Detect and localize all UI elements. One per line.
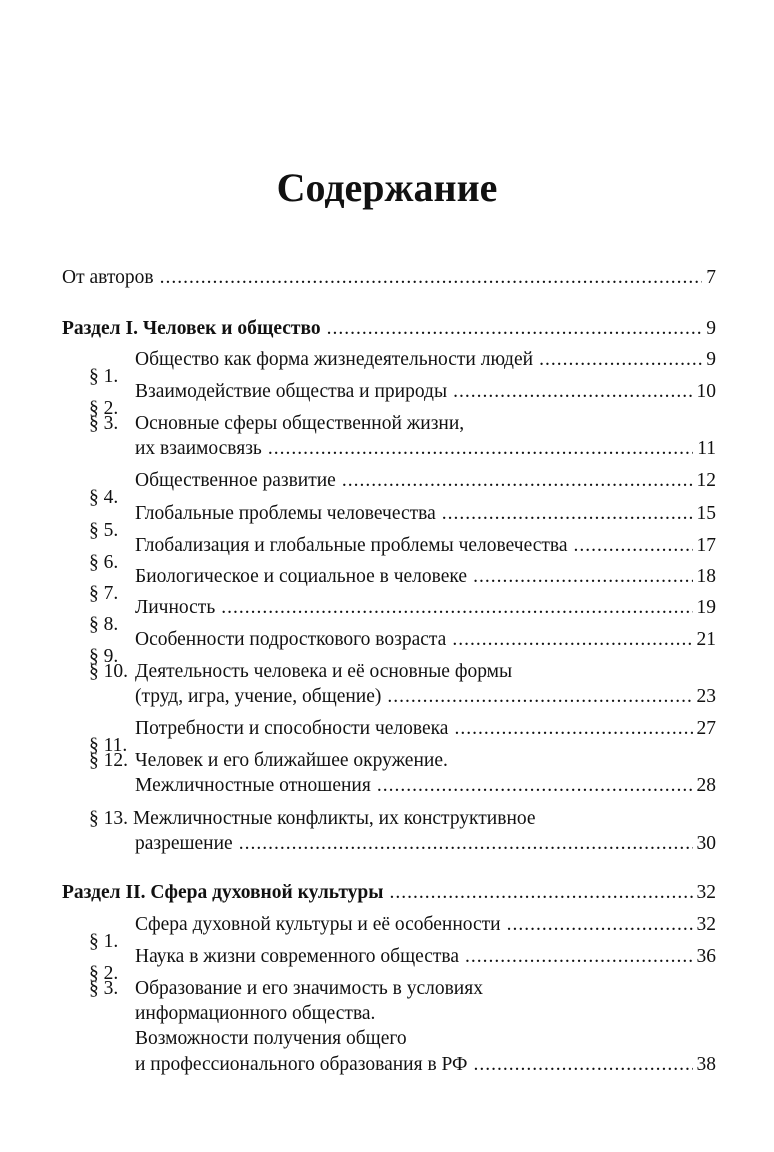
- toc-paragraph-number: § 1.: [89, 366, 119, 387]
- toc-entry-label: Биологическое и социальное в человеке: [135, 566, 468, 587]
- page-title: Содержание: [276, 165, 498, 210]
- toc-entry-label: разрешение: [135, 833, 233, 854]
- toc-entry-s1-2[interactable]: [62, 380, 716, 419]
- toc-section-label: Раздел II. Сфера духовной культуры: [62, 882, 384, 903]
- toc-entry-label: Глобальные проблемы человечества: [135, 503, 436, 524]
- toc-entry-label-line: Деятельность человека и её основные формы: [135, 661, 513, 682]
- toc-entry-s1-1[interactable]: [62, 348, 716, 387]
- leader-dots: [454, 717, 692, 741]
- toc-entry-s2-3-line2[interactable]: [62, 1002, 716, 1026]
- toc-entry-label: (труд, игра, учение, общение): [135, 686, 382, 707]
- toc-entry-s1-5[interactable]: [62, 502, 716, 541]
- toc-entry-label-line: Основные сферы общественной жизни,: [135, 413, 465, 434]
- toc-paragraph-number: § 1.: [89, 931, 119, 952]
- toc-paragraph-number: § 6.: [89, 552, 119, 573]
- toc-entry-s2-1[interactable]: [62, 913, 716, 952]
- toc-entry-s1-3-line1[interactable]: [62, 412, 716, 436]
- toc-page-number: 32: [696, 882, 716, 903]
- leader-dots: [539, 348, 702, 372]
- toc-page-number: 9: [706, 318, 716, 339]
- toc-paragraph-number: § 8.: [89, 614, 119, 635]
- toc-entry-s1-11[interactable]: [62, 717, 716, 756]
- leader-dots: [473, 1053, 692, 1077]
- toc-page-number: 19: [696, 597, 716, 618]
- toc-paragraph-number: § 9.: [89, 646, 119, 667]
- toc-entry-label: Межличностные отношения: [135, 775, 371, 796]
- toc-entry-s1-9[interactable]: [62, 628, 716, 667]
- toc-paragraph-number: § 12.: [89, 750, 128, 771]
- toc-entry-s1-12-line1[interactable]: [62, 749, 716, 773]
- toc-entry-label-line: Возможности получения общего: [135, 1028, 407, 1049]
- leader-dots: [377, 774, 693, 798]
- toc-entry-s1-13-line1[interactable]: [62, 807, 716, 831]
- toc-entry-s1-12[interactable]: [62, 774, 716, 798]
- leader-dots: [507, 913, 693, 937]
- toc-section-1[interactable]: [62, 317, 716, 341]
- toc-page-number: 10: [696, 381, 716, 402]
- toc-paragraph-number: § 5.: [89, 520, 119, 541]
- toc-entry-label: и профессионального образования в РФ: [135, 1054, 468, 1075]
- toc-entry-label: От авторов: [62, 267, 154, 288]
- toc-entry-s1-10[interactable]: [62, 685, 716, 709]
- toc-page-number: 18: [696, 566, 716, 587]
- toc-entry-s1-8[interactable]: [62, 596, 716, 635]
- toc-paragraph-number: § 3.: [89, 413, 119, 434]
- toc-entry-s1-3[interactable]: [62, 437, 716, 461]
- toc-entry-s2-2[interactable]: [62, 945, 716, 984]
- toc-entry-label: Сфера духовной культуры и её особенности: [135, 914, 501, 935]
- toc-entry-preface[interactable]: [62, 266, 716, 290]
- leader-dots: [268, 437, 693, 461]
- toc-page-number: 9: [706, 349, 716, 370]
- toc-entry-s2-3-line3[interactable]: [62, 1027, 716, 1051]
- leader-dots: [442, 502, 693, 526]
- toc-entry-s1-10-line1[interactable]: [62, 660, 716, 684]
- leader-dots: [160, 266, 703, 290]
- toc-paragraph-number: § 7.: [89, 583, 119, 604]
- toc-paragraph-number: § 11.: [89, 735, 128, 756]
- toc-entry-s2-3-line1[interactable]: [62, 977, 716, 1001]
- leader-dots: [239, 832, 693, 856]
- toc-paragraph-number: § 3.: [89, 978, 119, 999]
- toc-section-label: Раздел I. Человек и общество: [62, 318, 321, 339]
- toc-paragraph-number: § 2.: [89, 963, 119, 984]
- toc-page-number: 15: [696, 503, 716, 524]
- leader-dots: [390, 881, 693, 905]
- toc-page-number: 32: [696, 914, 716, 935]
- toc-entry-label: Общество как форма жизнедеятельности людей: [135, 349, 534, 370]
- leader-dots: [452, 628, 692, 652]
- leader-dots: [387, 685, 692, 709]
- toc-page-number: 38: [696, 1054, 716, 1075]
- toc-page-number: 21: [696, 629, 716, 650]
- leader-dots: [453, 380, 692, 404]
- leader-dots: [574, 534, 693, 558]
- toc-page-number: 30: [696, 833, 716, 854]
- toc-paragraph-number: § 13.: [89, 808, 128, 829]
- toc-page-number: 36: [696, 946, 716, 967]
- toc-entry-label: Особенности подросткового возраста: [135, 629, 447, 650]
- leader-dots: [221, 596, 692, 620]
- toc-page-number: 23: [696, 686, 716, 707]
- toc-paragraph-number: § 2.: [89, 398, 119, 419]
- toc-section-2[interactable]: [62, 881, 716, 905]
- toc-entry-s1-4[interactable]: [62, 469, 716, 508]
- toc-entry-label: Общественное развитие: [135, 470, 336, 491]
- toc-entry-label: Личность: [135, 597, 216, 618]
- toc-page-number: 27: [696, 718, 716, 739]
- toc-entry-label-line: информационного общества.: [135, 1003, 376, 1024]
- toc-entry-label-line: Межличностные конфликты, их конструктивное: [133, 808, 536, 829]
- toc-page-number: 7: [706, 267, 716, 288]
- toc-paragraph-number: § 10.: [89, 661, 128, 682]
- toc-entry-label-line: Человек и его ближайшее окружение.: [135, 750, 448, 771]
- toc-entry-label: Взаимодействие общества и природы: [135, 381, 448, 402]
- toc-entry-label-line: Образование и его значимость в условиях: [135, 978, 483, 999]
- toc-entry-s1-7[interactable]: [62, 565, 716, 604]
- toc-entry-label: Потребности и способности человека: [135, 718, 449, 739]
- toc-page-number: 17: [696, 535, 716, 556]
- toc-page-number: 28: [696, 775, 716, 796]
- toc-entry-s1-6[interactable]: [62, 534, 716, 573]
- toc-entry-s2-3[interactable]: [62, 1053, 716, 1077]
- leader-dots: [342, 469, 693, 493]
- leader-dots: [327, 317, 703, 341]
- leader-dots: [465, 945, 692, 969]
- toc-entry-label: Глобализация и глобальные проблемы человечества: [135, 535, 568, 556]
- toc-entry-label: их взаимосвязь: [135, 438, 262, 459]
- toc-page-number: 11: [697, 438, 716, 459]
- toc-paragraph-number: § 4.: [89, 487, 119, 508]
- toc-page-number: 12: [696, 470, 716, 491]
- toc-entry-s1-13[interactable]: [62, 832, 716, 856]
- toc-entry-label: Наука в жизни современного общества: [135, 946, 460, 967]
- leader-dots: [473, 565, 692, 589]
